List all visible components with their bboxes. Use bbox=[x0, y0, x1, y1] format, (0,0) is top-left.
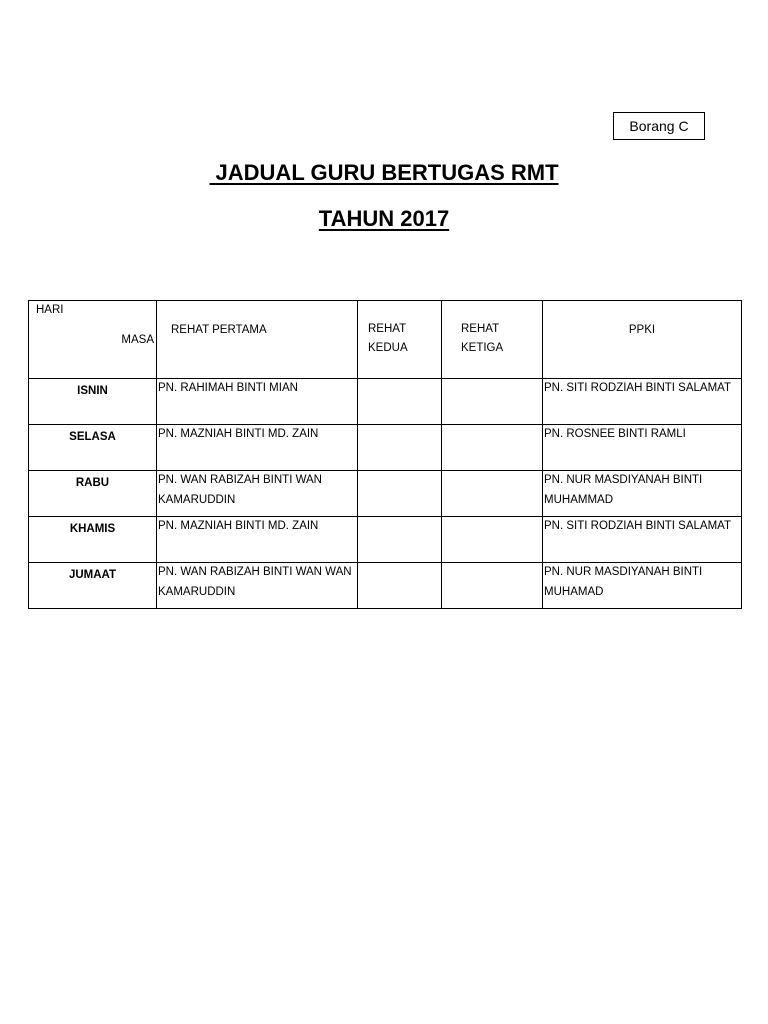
form-label-box bbox=[613, 112, 705, 140]
rehat-kedua-cell bbox=[358, 379, 442, 425]
ppki-cell: PN. SITI RODZIAH BINTI SALAMAT bbox=[543, 379, 742, 425]
ppki-cell: PN. ROSNEE BINTI RAMLI bbox=[543, 425, 742, 471]
rehat-kedua-cell bbox=[358, 517, 442, 563]
rehat-pertama-cell: PN. WAN RABIZAH BINTI WAN WAN KAMARUDDIN bbox=[157, 563, 358, 609]
header-rehat-kedua: REHAT KEDUA bbox=[358, 301, 442, 379]
rehat-ketiga-cell bbox=[442, 471, 543, 517]
header-ppki: PPKI bbox=[543, 301, 742, 379]
ppki-cell: PN. NUR MASDIYANAH BINTI MUHAMAD bbox=[543, 563, 742, 609]
rehat-kedua-cell bbox=[358, 563, 442, 609]
table-row bbox=[29, 563, 742, 609]
rehat-ketiga-cell bbox=[442, 563, 543, 609]
day-cell: SELASA bbox=[29, 425, 157, 471]
rehat-pertama-cell: PN. WAN RABIZAH BINTI WAN KAMARUDDIN bbox=[157, 471, 358, 517]
rehat-kedua-cell bbox=[358, 471, 442, 517]
form-label: Borang C bbox=[629, 118, 689, 134]
corner-header-cell bbox=[29, 301, 157, 379]
table-row bbox=[29, 425, 742, 471]
day-cell: RABU bbox=[29, 471, 157, 517]
rehat-pertama-cell: PN. MAZNIAH BINTI MD. ZAIN bbox=[157, 517, 358, 563]
hari-label: HARI bbox=[36, 304, 64, 316]
rehat-ketiga-cell bbox=[442, 425, 543, 471]
rehat-pertama-cell: PN. MAZNIAH BINTI MD. ZAIN bbox=[157, 425, 358, 471]
table-row bbox=[29, 379, 742, 425]
document-title: JADUAL GURU BERTUGAS RMT bbox=[209, 160, 559, 185]
ppki-cell: PN. NUR MASDIYANAH BINTI MUHAMMAD bbox=[543, 471, 742, 517]
rehat-kedua-cell bbox=[358, 425, 442, 471]
masa-label: MASA bbox=[121, 334, 154, 346]
rehat-ketiga-cell bbox=[442, 517, 543, 563]
ppki-cell: PN. SITI RODZIAH BINTI SALAMAT bbox=[543, 517, 742, 563]
table-row bbox=[29, 517, 742, 563]
header-rehat-ketiga: REHAT KETIGA bbox=[442, 301, 543, 379]
rehat-ketiga-cell bbox=[442, 379, 543, 425]
table-row bbox=[29, 471, 742, 517]
day-cell: ISNIN bbox=[29, 379, 157, 425]
day-cell: KHAMIS bbox=[29, 517, 157, 563]
day-cell: JUMAAT bbox=[29, 563, 157, 609]
document-subtitle-year: TAHUN 2017 bbox=[318, 206, 450, 231]
rehat-pertama-cell: PN. RAHIMAH BINTI MIAN bbox=[157, 379, 358, 425]
duty-schedule-table bbox=[28, 300, 742, 609]
header-rehat-pertama: REHAT PERTAMA bbox=[157, 301, 358, 379]
table-header-row bbox=[29, 301, 742, 379]
